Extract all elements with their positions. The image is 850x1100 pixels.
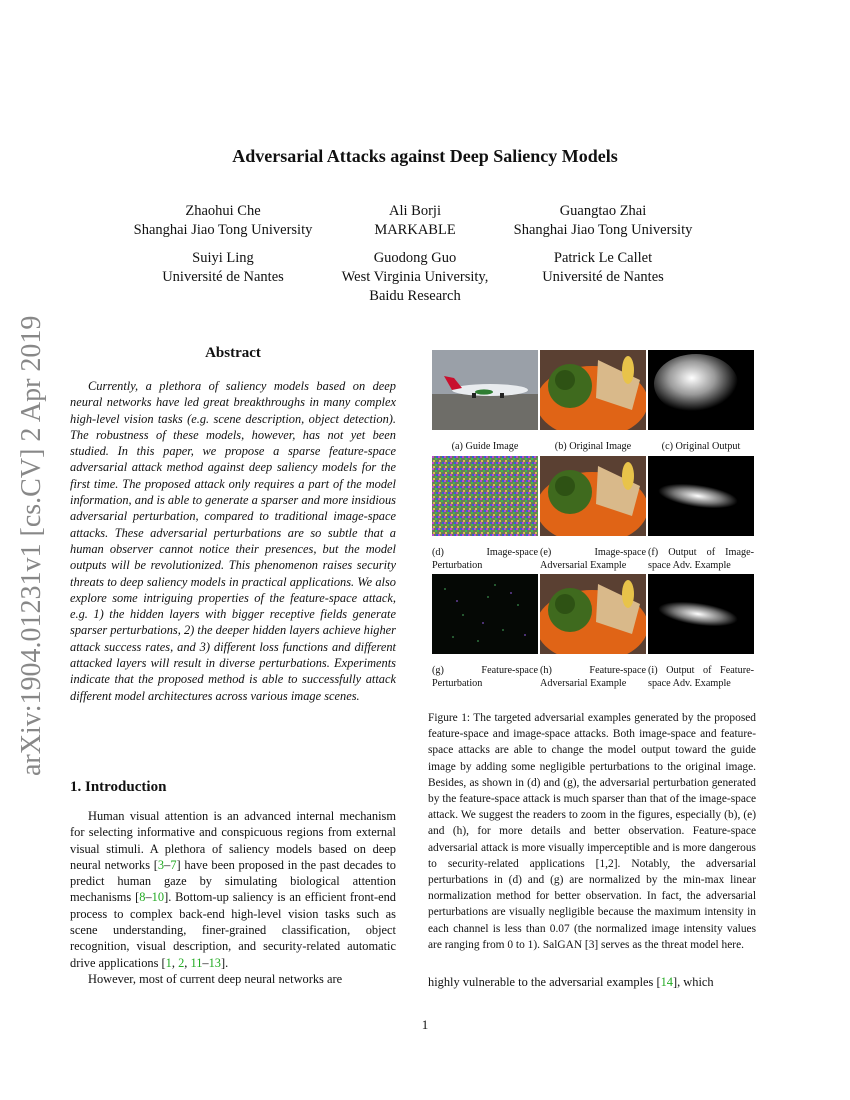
- author-affiliation: Université de Nantes: [162, 269, 284, 285]
- figure-panel-a: [432, 350, 538, 453]
- author-affiliation: Shanghai Jiao Tong University: [513, 222, 693, 238]
- author-block: [320, 249, 510, 306]
- subcaption: (d) Image-space Perturbation: [432, 547, 538, 571]
- citation-link[interactable]: 14: [660, 975, 673, 989]
- page-number: 1: [421, 1017, 429, 1032]
- figure-panel-h: [540, 574, 646, 690]
- image-space-adversarial-output: [648, 456, 754, 536]
- image-space-perturbation: [432, 456, 538, 536]
- subcaption: (c) Original Output: [661, 441, 741, 452]
- author-block: [110, 249, 336, 287]
- citation-link[interactable]: 11: [190, 955, 203, 970]
- citation-link[interactable]: 3: [157, 857, 165, 872]
- section-heading-introduction: 1. Introduction: [70, 779, 167, 795]
- figure-panel-e: [540, 456, 646, 572]
- feature-space-adversarial-output: [648, 574, 754, 654]
- intro-paragraph-1: Human visual attention is an advanced internal mechanism for selecting informative and conspicuous regions from external visual stimuli. A plethora of saliency models based on deep neural networks [3–7] have been proposed in the past decades to predict human gaze by simulating biological attention mechanisms [8–10]. Bottom-up saliency is an efficient front-end process to complex back-end high-level vision tasks such as scene understanding, finer-grained classification, object recognition, visual description, and security-related automatic drive applications [1, 2, 11–13].: [70, 809, 396, 970]
- guide-image-airplane: [432, 350, 538, 430]
- author-affiliation: MARKABLE: [374, 222, 456, 238]
- figure-panel-c: [648, 350, 754, 453]
- intro-paragraph-2: However, most of current deep neural networks are: [88, 971, 343, 986]
- citation-link[interactable]: 8: [139, 890, 146, 905]
- abstract-heading: Abstract: [205, 345, 261, 361]
- figure-panel-d: [432, 456, 538, 572]
- paper-title: Adversarial Attacks against Deep Saliency Models: [232, 146, 618, 166]
- feature-space-perturbation: [432, 574, 538, 654]
- original-saliency-output: [648, 350, 754, 430]
- author-affiliation-2: Baidu Research: [369, 288, 461, 304]
- image-space-adversarial-example: [540, 456, 646, 536]
- author-block: [110, 202, 336, 240]
- introduction-body: [70, 808, 396, 987]
- author-name: Guodong Guo: [373, 250, 457, 266]
- author-block: [490, 202, 716, 240]
- subcaption: (b) Original Image: [554, 441, 632, 452]
- author-affiliation: West Virginia University,: [341, 269, 489, 285]
- author-name: Ali Borji: [389, 203, 441, 219]
- author-block: [335, 202, 495, 240]
- subcaption: (e) Image-space Adversarial Example: [540, 547, 646, 571]
- arxiv-stamp: [8, 300, 48, 780]
- subcaption: (a) Guide Image: [451, 441, 519, 452]
- column-2-continuation: highly vulnerable to the adversarial examples [14], which: [428, 975, 714, 989]
- subcaption: (g) Feature-space Perturbation: [432, 665, 538, 689]
- citation-link[interactable]: 7: [170, 857, 177, 872]
- author-affiliation: Université de Nantes: [542, 269, 664, 285]
- figure-panel-b: [540, 350, 646, 453]
- author-name: Patrick Le Callet: [553, 250, 653, 266]
- subcaption: (h) Feature-space Adversarial Example: [540, 665, 646, 689]
- author-block: [490, 249, 716, 287]
- abstract-text: Currently, a plethora of saliency models based on deep neural networks have led great breakthroughs in many complex high-level vision tasks (e.g. scene description, object detection). The robustness of these models, however, has not yet been studied. In this paper, we propose a sparse feature-space adversarial attack method against deep saliency models for the first time. The proposed attack only requires a part of the model information, and is able to generate a sparser and more insidious adversarial perturbation, compared to traditional image-space attacks. These adversarial perturbations are so subtle that a human observer cannot notice their presences, but the model outputs will be revolutionized. This phenomenon raises security threats to deep saliency models in practical applications. We also explore some intriguing properties of the feature-space attack, e.g. 1) the hidden layers with bigger receptive fields generate sparser perturbations, 2) the deeper hidden layers achieve higher attack success rates, and 3) different loss functions and different attacked layers will result in diverse perturbations. Experiments indicate that the proposed method is able to successfully attack different model architectures across various image scenes.: [70, 379, 396, 703]
- author-name: Guangtao Zhai: [559, 203, 647, 219]
- author-name: Zhaohui Che: [185, 203, 261, 219]
- citation-link[interactable]: 13: [208, 955, 221, 970]
- citation-link[interactable]: 2: [178, 955, 185, 970]
- figure-panel-f: [648, 456, 754, 572]
- subcaption: (i) Output of Feature-space Adv. Example: [648, 665, 754, 689]
- citation-link[interactable]: 1: [165, 955, 172, 970]
- author-affiliation: Shanghai Jiao Tong University: [133, 222, 313, 238]
- figure-panel-i: [648, 574, 754, 690]
- author-name: Suiyi Ling: [192, 250, 254, 266]
- original-food-image: [540, 350, 646, 430]
- citation-link[interactable]: 10: [151, 890, 165, 905]
- arxiv-stamp-text: arXiv:1904.01231v1 [cs.CV] 2 Apr 2019: [16, 315, 47, 776]
- figure-caption: Figure 1: The targeted adversarial examples generated by the proposed feature-space and image-space attacks. Both image-space and feature-space attacks are able to change the model output toward the guide image by adding some negligible perturbations to the original image. Besides, as shown in (d) and (g), the adversarial perturbation generated by the feature-space attack is much sparser than that of the image-space attack. We suggest the readers to zoom in the figures, especially (b), (e) and (h), for more details and better observation. Feature-space adversarial attack is more visually imperceptible and is more dangerous to security-related applications [1,2]. Notably, the adversarial perturbations in (d) and (g) are normalized by the min-max linear normalization method for better observation. In fact, the adversarial perturbations are visually negligible because the maximum intensity in each channel is less than 0.07 (the normalized image intensity values are ranging from 0 to 1). SalGAN [3] serves as the threat model here.: [428, 712, 756, 951]
- feature-space-adversarial-example: [540, 574, 646, 654]
- figure-panel-g: [432, 574, 538, 690]
- subcaption: (f) Output of Image-space Adv. Example: [648, 547, 754, 571]
